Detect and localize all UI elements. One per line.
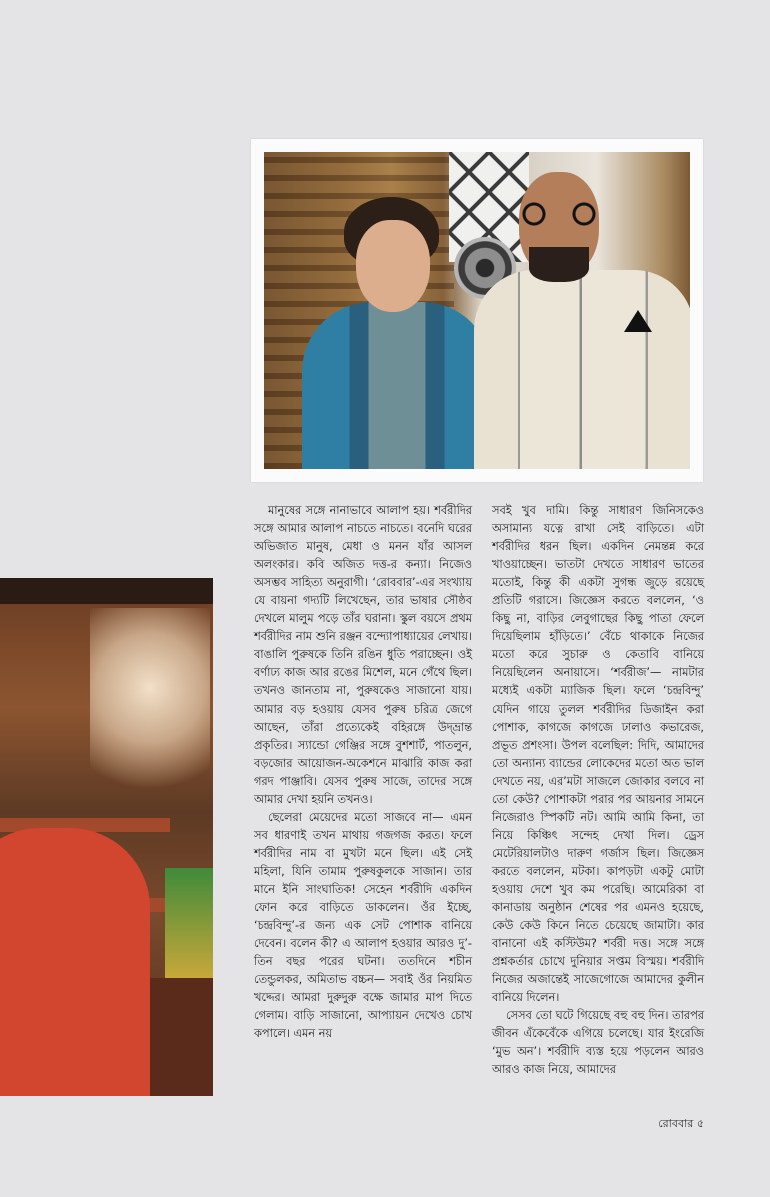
woman-figure [302,302,492,469]
side-photo [0,578,213,1096]
featured-photo [264,152,690,469]
woman-face [356,220,430,312]
article-column-left [254,502,472,1043]
pocket-square [624,310,652,332]
article-paragraph: মানুষের সঙ্গে নানাভাবে আলাপ হয়। শর্বরীদির সঙ্গে আমার আলাপ নাচতে নাচতে। বনেদি ঘরের অভিজাত মানুষ, মেধা ও মনন যাঁর আসল অলংকার। কবি অজিত দত্ত-র কন্যা। নিজেও অসম্ভব সাহিত্য অনুরাগী। ‘রোববার’-এর সংখ্যায় যে বায়না গদ্যটি লিখেছেন, তার ভাষার সৌষ্ঠব দেখলে মালুম পড়ে তাঁর ঘরানা। স্কুল বয়সে প্রথম শর্বরীদির নাম শুনি রঞ্জন বন্দ্যোপাধ্যায়ের লেখায়। বাঙালি পুরুষকে তিনি রঙিন ধুতি পরাচ্ছেন। ওই বর্ণাঢ্য কাজ আর রঙের মিশেল, মনে গেঁথে ছিল। তখনও জানতাম না, পুরুষকেও সাজানো যায়। আমার বড় হওয়ায় যেসব পুরুষ চরিত্র জেগে আছেন, তাঁরা প্রত্যেকেই বহিরঙ্গে উদ্‌ভ্রান্ত প্রকৃতির। স্যান্ডো গেঞ্জির সঙ্গে বুশশার্ট, পাতলুন, বড়জোর আয়োজন-অকেশনে মাঝারি কাজ করা গরদ পাঞ্জাবি। যেসব পুরুষ সাজে, তাদের সঙ্গে আমার দেখা হয়নি তখনও। [254,504,472,806]
article-paragraph: ছেলেরা মেয়েদের মতো সাজবে না— এমন সব ধারণাই তখন মাথায় গজগজ করত। ফলে শর্বরীদির নাম বা মুখটা মনে ছিল। এই সেই মহিলা, যিনি তামাম পুরুষকুলকে সাজান। তার মানে ইনি সাংঘাতিক! সেহেন শর্বরীদি একদিন ফোন করে বাড়িতে ডাকলেন। ওঁর ইচ্ছে, ‘চন্দ্রবিন্দু’-র জন্য এক সেট পোশাক বানিয়ে দেবেন। বলেন কী? এ আলাপ হওয়ার আরও দু’-তিন বছর পরের ঘটনা। ততদিনে শচীন তেন্ডুলকর, অমিতাভ বচ্চন— সবাই ওঁর নিয়মিত খদ্দের। আমরা দুরুদুরু বক্ষে জামার মাপ দিতে গেলাম। বাড়ি সাজানো, আপ্যায়ন দেখেও চোখ কপালে। এমন নয় [254,810,472,1041]
page-folio: রোববার ৫ [658,1117,704,1130]
man-figure [474,270,690,469]
featured-photo-frame [251,139,703,482]
man-glasses [512,202,606,226]
man-beard [529,247,589,282]
side-photo-decor [165,868,213,978]
side-photo-beam [0,578,213,604]
side-photo-cabinet [150,978,213,1096]
side-photo-light [90,608,210,808]
article-paragraph: সেসব তো ঘটে গিয়েছে বহু বহু দিন। তারপর জীবন এঁকেবেঁকে এগিয়ে চলেছে। যার ইংরেজি ‘মুভ অন’। শর্বরীদি ব্যস্ত হয়ে পড়লেন আরও আরও কাজ নিয়ে, আমাদের [492,1009,704,1077]
article-paragraph: সবই খুব দামি। কিন্তু সাধারণ জিনিসকেও অসামান্য যত্নে রাখা সেই বাড়িতে। এটা শর্বরীদির ধরন ছিল। একদিন নেমন্তন্ন করে খাওয়াচ্ছেন। ভাতটা দেখতে সাধারণ ভাতের মতোই, কিন্তু কী একটা সুগন্ধ জুড়ে রয়েছে প্রতিটি গরাসে। জিজ্ঞেস করতে বললেন, ‘ও কিছু না, বাড়ির লেবুগাছের কিছু পাতা ফেলে দিয়েছিলাম হাঁড়িতে।’ বেঁচে থাকাকে নিজের মতো করে সুচারু ও কেতাবি বানিয়ে নিয়েছিলেন অনায়াসে। ‘শর্বরীজ’— নামটার মধ্যেই একটা ম্যাজিক ছিল। ফলে ‘চন্দ্রবিন্দু’ যেদিন গায়ে তুলল শর্বরীদির ডিজাইন করা পোশাক, কাগজে কাগজে ঢালাও কভারেজ, প্রভূত প্রশংসা। উপল বলেছিল: দিদি, আমাদের তো অন্যান্য ব্যান্ডের লোকেদের মতো অত ভাল দেখতে নয়, এর’মটা সাজলে জোকার বলবে না তো কেউ? পোশাকটা পরার পর আয়নার সামনে নিজেরাও স্পিকটি নট। আমি আমি কিনা, তা নিয়ে কিঞ্চিৎ সন্দেহ দেখা দিল। ড্রেস মেটেরিয়ালটাও দারুণ গর্জাস ছিল। জিজ্ঞেস করতে বললেন, মটকা। কাপড়টা একটু মোটা হওয়ায় দেশে খুব কম পরেছি। আমেরিকা বা কানাডায় অনুষ্ঠান শেষের পর এমনও হয়েছে, কেউ কেউ কিনে নিতে চেয়েছে জামাটা। কার বানানো এই কস্টিউম? শর্বরী দত্ত। সঙ্গে সঙ্গে প্রশ্নকর্তার চোখে দুনিয়ার সপ্তম বিস্ময়। শর্বরীদি নিজের অজান্তেই সাজেগোজে আমাদের কুলীন বানিয়ে দিলেন। [492,504,704,1005]
side-photo-red-figure [0,828,150,1096]
article-column-right [492,502,704,1080]
